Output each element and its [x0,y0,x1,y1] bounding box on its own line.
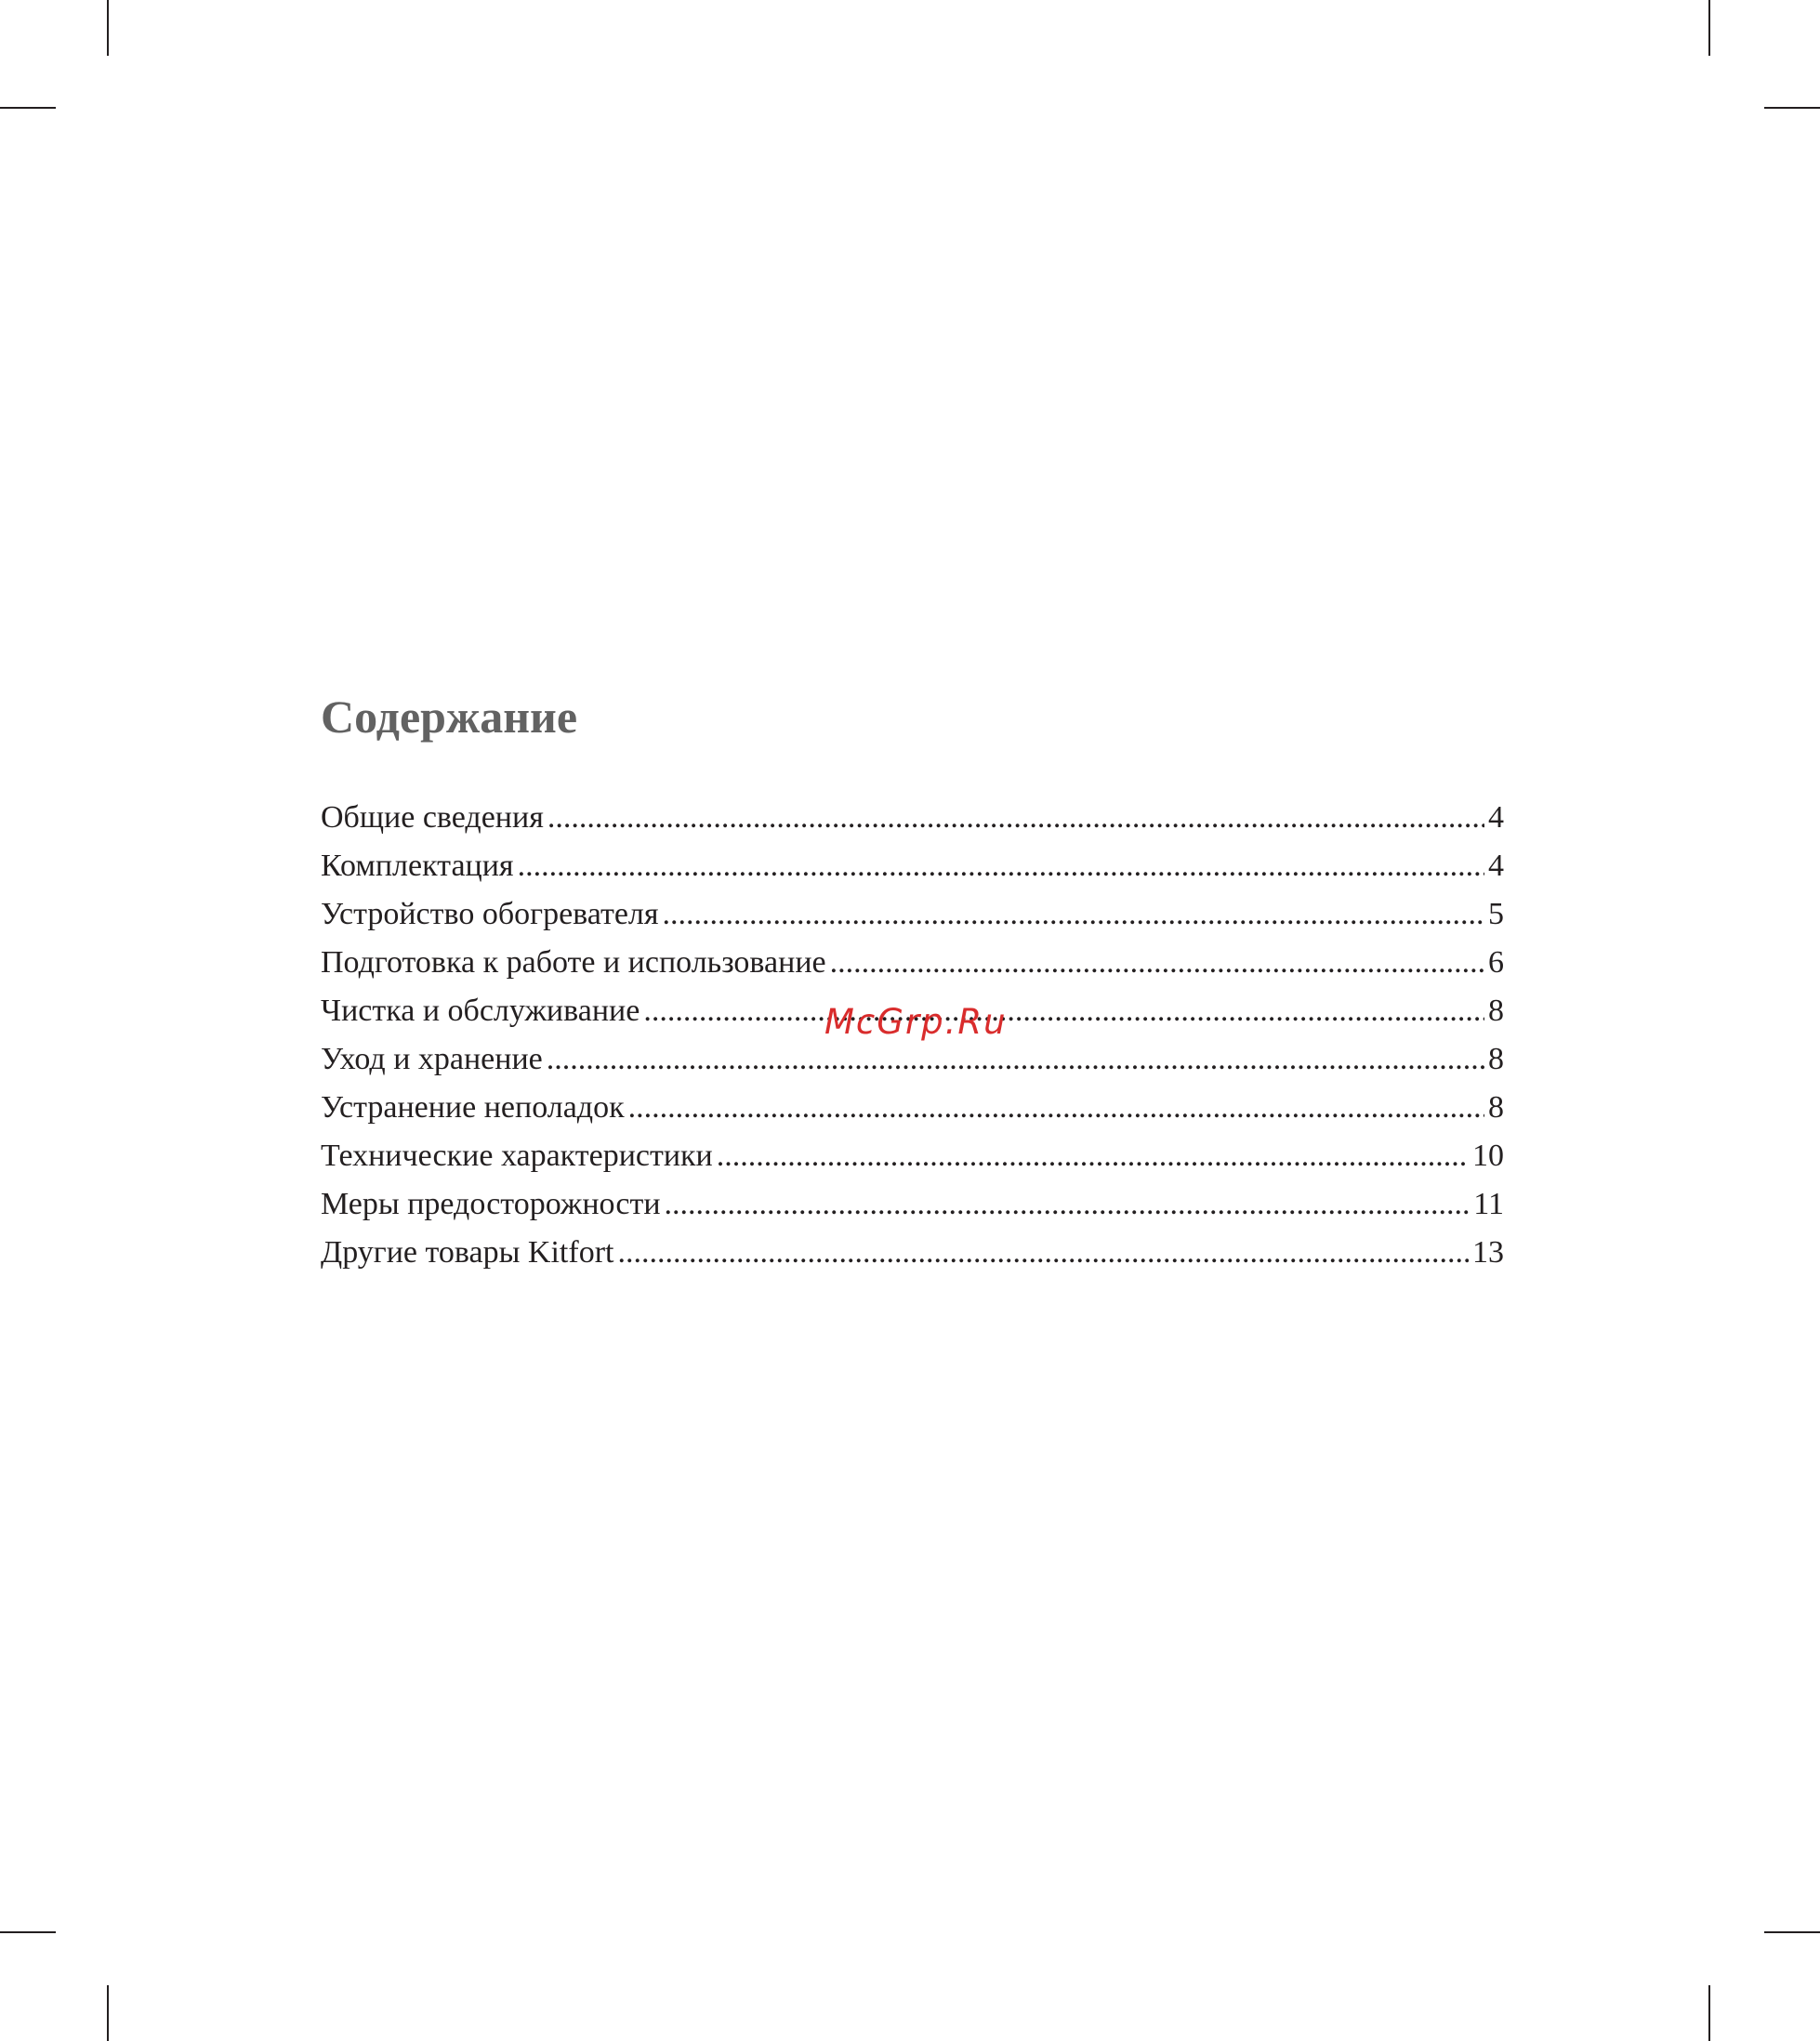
toc-dot-leader [830,939,1484,987]
toc-dot-leader [665,1180,1471,1229]
toc-item[interactable] [321,1132,1504,1180]
toc-dot-leader [717,1132,1469,1180]
toc-item-page: 13 [1472,1235,1504,1270]
toc-item-title: Меры предосторожности [321,1187,661,1221]
crop-mark-bottom-right-vertical [1708,1985,1710,2041]
toc-item-page: 6 [1488,945,1504,980]
crop-mark-bottom-left-vertical [107,1985,109,2041]
toc-item[interactable] [321,890,1504,939]
toc-dot-leader [617,1229,1469,1277]
toc-item-title: Уход и хранение [321,1042,543,1076]
toc-item-title: Комплектация [321,849,514,883]
toc-dot-leader [547,1035,1484,1084]
toc-dot-leader [547,794,1484,842]
toc-item-title: Устранение неполадок [321,1090,625,1125]
toc-item-title: Устройство обогревателя [321,897,659,931]
toc-item[interactable] [321,1084,1504,1132]
crop-mark-bottom-left-horizontal [0,1931,56,1933]
toc-item[interactable] [321,1180,1504,1229]
toc-item-page: 4 [1488,849,1504,883]
toc-item-page: 8 [1488,1090,1504,1125]
toc-dot-leader [518,842,1484,890]
crop-mark-top-right-vertical [1708,0,1710,56]
toc-item[interactable] [321,1229,1504,1277]
crop-mark-bottom-right-horizontal [1764,1931,1820,1933]
toc-item-page: 4 [1488,800,1504,835]
toc-item-page: 10 [1472,1139,1504,1173]
toc-item-page: 8 [1488,994,1504,1028]
toc-item-title: Технические характеристики [321,1139,713,1173]
toc-item[interactable] [321,939,1504,987]
toc-dot-leader [663,890,1484,939]
toc-item-page: 11 [1473,1187,1504,1221]
page-title: Содержание [321,691,578,743]
toc-item[interactable] [321,794,1504,842]
toc-item-page: 8 [1488,1042,1504,1076]
watermark: McGrp.Ru [824,1002,1008,1042]
toc-dot-leader [628,1084,1484,1132]
crop-mark-top-left-vertical [107,0,109,56]
toc-item-title: Другие товары Kitfort [321,1235,614,1270]
toc-item-title: Общие сведения [321,800,544,835]
toc-item[interactable] [321,842,1504,890]
crop-mark-top-right-horizontal [1764,107,1820,109]
toc-item-page: 5 [1488,897,1504,931]
toc-dot-leader [643,987,1484,1035]
toc-item-title: Подготовка к работе и использование [321,945,826,980]
toc-item-title: Чистка и обслуживание [321,994,640,1028]
crop-mark-top-left-horizontal [0,107,56,109]
